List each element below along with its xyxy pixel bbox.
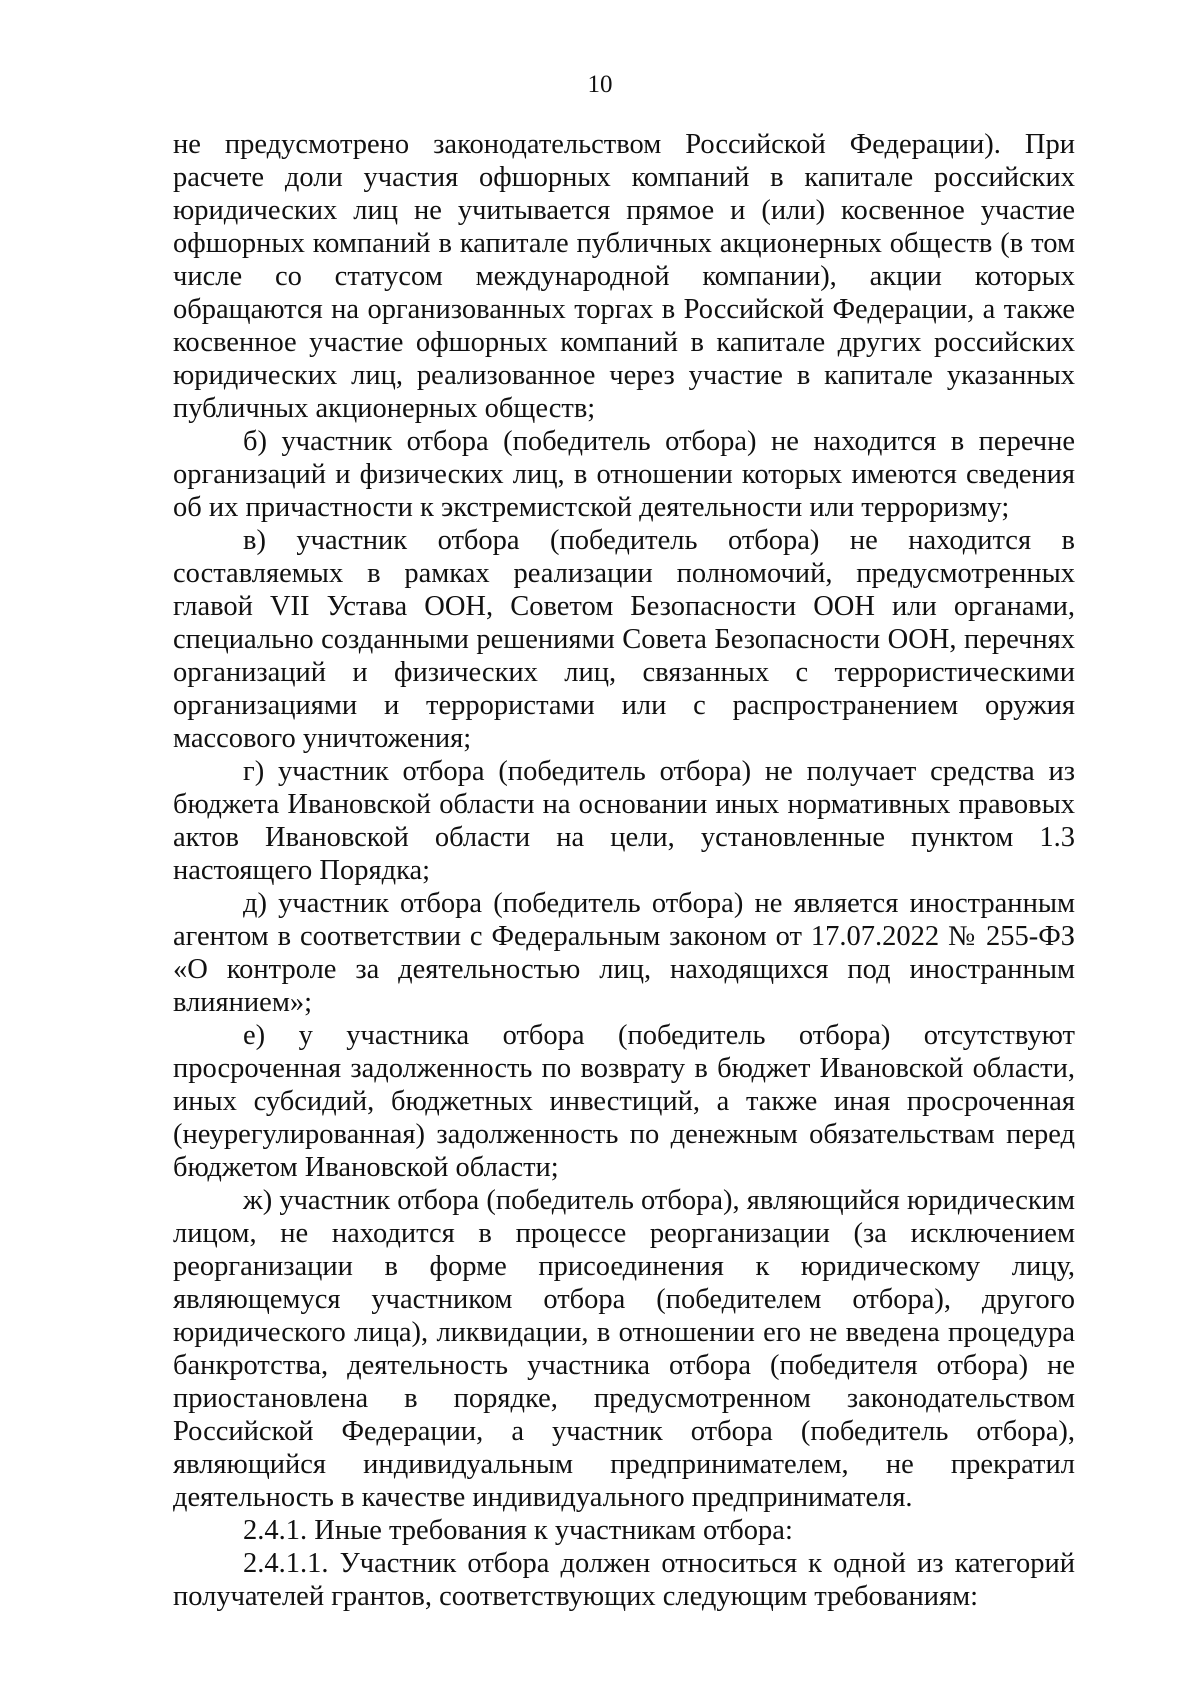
paragraph-item-v-un-lists: в) участник отбора (победитель отбора) не находится в составляемых в рамках реализации полномочий, предусмотренных главой VII Устава ООН, Советом Безопасности ООН или органами, специально созданными решениями Совета Безопасности ООН, перечнях организаций и физических лиц, связанных с террористическими организациями и террористами или с распространением оружия массового уничтожения; xyxy=(173,525,1075,754)
section-heading-2-4-1: 2.4.1. Иные требования к участникам отбора: xyxy=(243,1515,793,1546)
paragraph-offshore-participation: не предусмотрено законодательством Российской Федерации). При расчете доли участия офшорных компаний в капитале российских юридических лиц не учитывается прямое и (или) косвенное участие офшорных компаний в капитале публичных акционерных обществ (в том числе со статусом международной компании), акции которых обращаются на организованных торгах в Российской Федерации, а также косвенное участие офшорных компаний в капитале других российских юридических лиц, реализованное через участие в капитале указанных публичных акционерных обществ; xyxy=(173,129,1075,424)
paragraph-item-b-extremism: б) участник отбора (победитель отбора) не находится в перечне организаций и физических лиц, в отношении которых имеются сведения об их причастности к экстремистской деятельности или терроризму; xyxy=(173,426,1075,523)
paragraph-item-zh-reorganization: ж) участник отбора (победитель отбора), являющийся юридическим лицом, не находится в процессе реорганизации (за исключением реорганизации в форме присоединения к юридическому лицу, являющемуся участником отбора (победителем отбора), другого юридического лица), ликвидации, в отношении его не введена процедура банкротства, деятельность участника отбора (победителя отбора) не приостановлена в порядке, предусмотренном законодательством Российской Федерации, а участник отбора (победитель отбора), являющийся индивидуальным предпринимателем, не прекратил деятельность в качестве индивидуального предпринимателя. xyxy=(173,1185,1075,1513)
paragraph-item-d-foreign-agent: д) участник отбора (победитель отбора) не является иностранным агентом в соответствии с Федеральным законом от 17.07.2022 № 255-ФЗ «О контроле за деятельностью лиц, находящихся под иностранным влиянием»; xyxy=(173,888,1075,1018)
page-number: 10 xyxy=(587,71,613,98)
paragraph-2-4-1-1-categories: 2.4.1.1. Участник отбора должен относиться к одной из категорий получателей грантов, соответствующих следующим требованиям: xyxy=(173,1548,1075,1612)
document-body xyxy=(173,128,1075,1613)
paragraph-item-g-budget-funds: г) участник отбора (победитель отбора) не получает средства из бюджета Ивановской области на основании иных нормативных правовых актов Ивановской области на цели, установленные пунктом 1.3 настоящего Порядка; xyxy=(173,756,1075,886)
paragraph-item-e-overdue-debt: е) у участника отбора (победитель отбора) отсутствуют просроченная задолженность по возврату в бюджет Ивановской области, иных субсидий, бюджетных инвестиций, а также иная просроченная (неурегулированная) задолженность по денежным обязательствам перед бюджетом Ивановской области; xyxy=(173,1020,1075,1183)
